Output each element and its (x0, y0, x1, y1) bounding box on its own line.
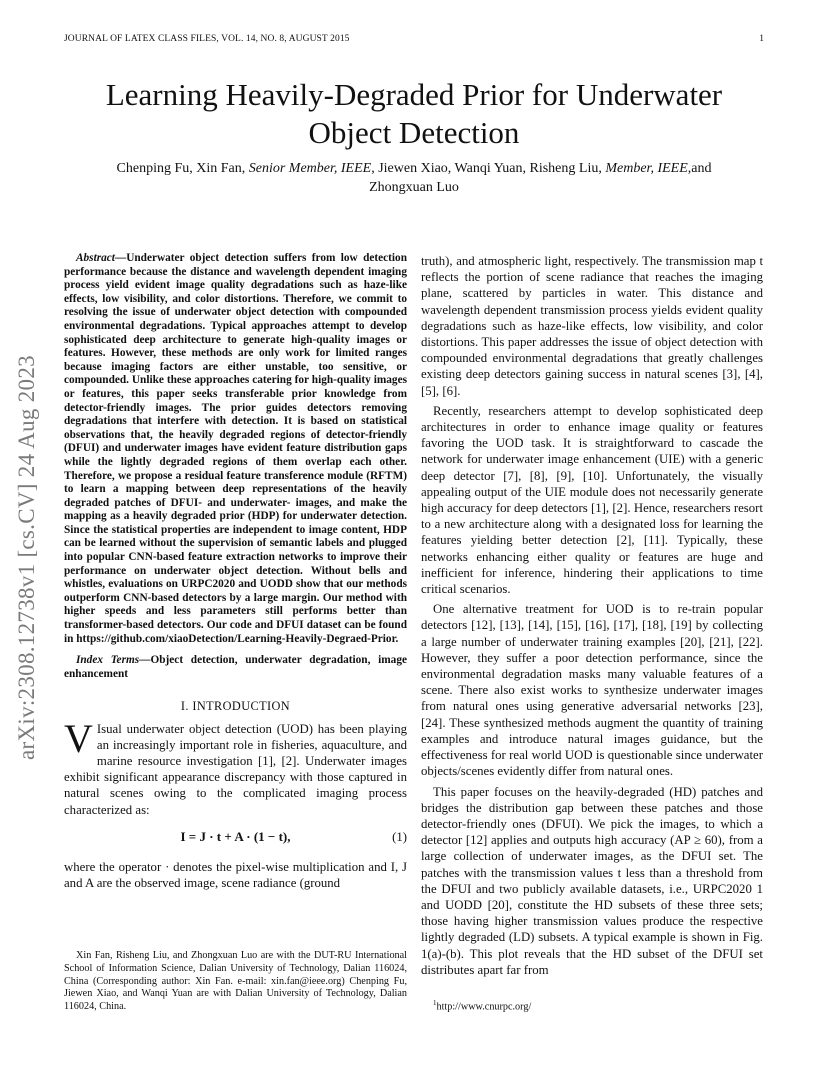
running-header: JOURNAL OF LATEX CLASS FILES, VOL. 14, NO. 8, AUGUST 2015 (64, 34, 350, 44)
page-number: 1 (759, 34, 764, 44)
intro-paragraph-2: where the operator · denotes the pixel-wise multiplication and I, J and A are the observed image, scene radiance (ground (64, 859, 407, 891)
equation-body: I = J · t + A · (1 − t), (180, 828, 291, 844)
right-paragraph-1: truth), and atmospheric light, respectively. The transmission map t reflects the portion of scene radiance that reaches the imaging plane, scattered by particles in water. This distance and wavelength dependent transmission process yields evident quality degradations such as haze-like effects, low visibility, and color distortions. This paper addresses the issue of object detection with compounded environmental degradations that greatly challenges existing deep detectors gaining success in natural scenes [3], [4], [5], [6]. (421, 254, 763, 398)
author-role-1: Senior Member, IEEE (248, 161, 372, 176)
abstract-lead: Abstract (76, 252, 115, 264)
section-heading-introduction: I. INTRODUCTION (180, 699, 291, 714)
author-names-2: , Jiewen Xiao, Wanqi Yuan, Risheng Liu, (371, 161, 606, 176)
author-names-3: ,and (687, 161, 712, 176)
equation-number: (1) (392, 829, 407, 844)
abstract-text: —Underwater object detection suffers from low detection performance because the distance and wavelength dependent imaging process yield evident image quality degradations such as haze-like effects, low visibility, and color distortions. Therefore, we commit to resolving the issue of underwater object detection with compounded environmental degradations. Typical approaches attempt to develop sophisticated deep architecture to generate high-quality images or features. However, these methods are only work for limited ranges because imaging factors are either unstable, too sensitive, or compounded. Unlike these approaches catering for high-quality images or features, this paper seeks transferable prior knowledge from detector-friendly images. The prior guides detectors removing degradations that interfere with detection. It is based on statistical observations that, the heavily degraded regions of detector-friendly (DFUI) and underwater images have evident feature distribution gaps while the lightly degraded regions of them overlap each other. Therefore, we propose a residual feature transference module (RFTM) to learn a mapping between deep representations of the heavily degraded patches of DFUI- and underwater- images, and make the mapping as a heavily degraded prior (HDP) for underwater detection. Since the statistical properties are independent to image content, HDP can be learned without the supervision of semantic labels and plugged into popular CNN-based feature extraction networks to improve their performance on underwater object detection. Without bells and whistles, evaluations on URPC2020 and UODD show that our methods outperform CNN-based detectors by a large margin. Our method with higher speeds and less parameters still performs better than transformer-based detectors. Our code and DFUI dataset can be found in https://github.com/xiaoDetection/Learning-Heavily-Degraed-Prior. (64, 252, 407, 645)
right-paragraph-2: Recently, researchers attempt to develop sophisticated deep architectures in order to enhance image quality or features favoring the UOD task. It is straightforward to cascade the network for underwater image enhancement (UIE) with a generic deep detector [7], [8], [9], [10]. Unfortunately, the visually appealing output of the UIE module does not necessarily generate high accuracy for deep detectors [1], [2]. Hence, researchers resort to a new architecture along with a designated loss for learning the features yielding better detection [2], [11]. Typically, these networks enhancing either quality or features are huge and inefficient for inference, hindering their applications to time critical scenarios. (421, 403, 763, 597)
equation-1 (64, 829, 407, 849)
title-line-2: Object Detection (308, 115, 520, 150)
abstract (64, 252, 407, 646)
footnote-mark: 1 (433, 999, 437, 1007)
left-column (64, 252, 407, 891)
author-list (70, 159, 758, 197)
author-names-1: Chenping Fu, Xin Fan, (116, 161, 249, 176)
url-footnote (433, 999, 531, 1012)
arxiv-side-stamp: arXiv:2308.12738v1 [cs.CV] 24 Aug 2023 (14, 355, 39, 760)
right-paragraph-4: This paper focuses on the heavily-degraded (HD) patches and bridges the distribution gap between these patches and those detector-friendly ones (DFUI). We pick the images, to which a detector [12] applies and outputs high accuracy (AP ≥ 60), from a large collection of underwater images, as the DFUI set. The patches with the transmission values t less than a threshold from the DFUI and two publicly available datasets, i.e., URPC2020 1 and UODD [20], constitute the HD subsets of these three sets; those having higher transmission values produce the respective lightly degraded (LD) subsets. A typical example is shown in Fig. 1(a)-(b). This plot reveals that the HD subset of the DFUI set distributes apart far from (421, 784, 763, 977)
title-line-1: Learning Heavily-Degraded Prior for Underwater (105, 77, 723, 112)
drop-cap: V (64, 715, 93, 761)
footnote-url[interactable]: http://www.cnurpc.org/ (436, 1001, 532, 1013)
paper-title (40, 76, 788, 152)
index-terms-lead: Index Terms (76, 654, 140, 667)
intro-paragraph-1 (64, 715, 407, 818)
intro-paragraph-1-text: Isual underwater object detection (UOD) has been playing an increasingly important role in fisheries, aquaculture, and marine resource investigation [1], [2]. Underwater images exhibit significant appearance discrepancy with those captured in natural scenes owing to the complicated imaging process characterized as: (64, 721, 407, 817)
affiliation-footnote: Xin Fan, Risheng Liu, and Zhongxuan Luo are with the DUT-RU International School of Information Science, Dalian University of Technology, Dalian 116024, China (Corresponding author: Xin Fan. e-mail: xin.fan@ieee.org) Chenping Fu, Jiewen Xiao, and Wanqi Yuan are with Dalian University of Technology, Dalian 116024, China. (64, 950, 407, 1013)
right-paragraph-3: One alternative treatment for UOD is to re-train popular detectors [12], [13], [14], [15], [16], [17], [18], [19] by collecting a large number of underwater training examples [20], [21], [22]. However, they suffer a poor detection performance, since the environmental degradation masks many valuable features of a scene. There also exist works to synthesize underwater images from natural ones using generative adversarial networks [23], [24]. These synthesized methods augment the quantity of training examples and introduce natural images guidance, but the effectiveness for real world UOD is questionable since underwater objects/scenes evidently differ from natural ones. (421, 602, 763, 779)
index-terms (64, 654, 407, 681)
author-line-1 (70, 159, 758, 178)
author-line-2: Zhongxuan Luo (369, 180, 459, 195)
index-terms-text: —Object detection, underwater degradation, image enhancement (64, 654, 407, 680)
right-column (421, 253, 763, 978)
author-role-2: Member, IEEE (605, 161, 688, 176)
